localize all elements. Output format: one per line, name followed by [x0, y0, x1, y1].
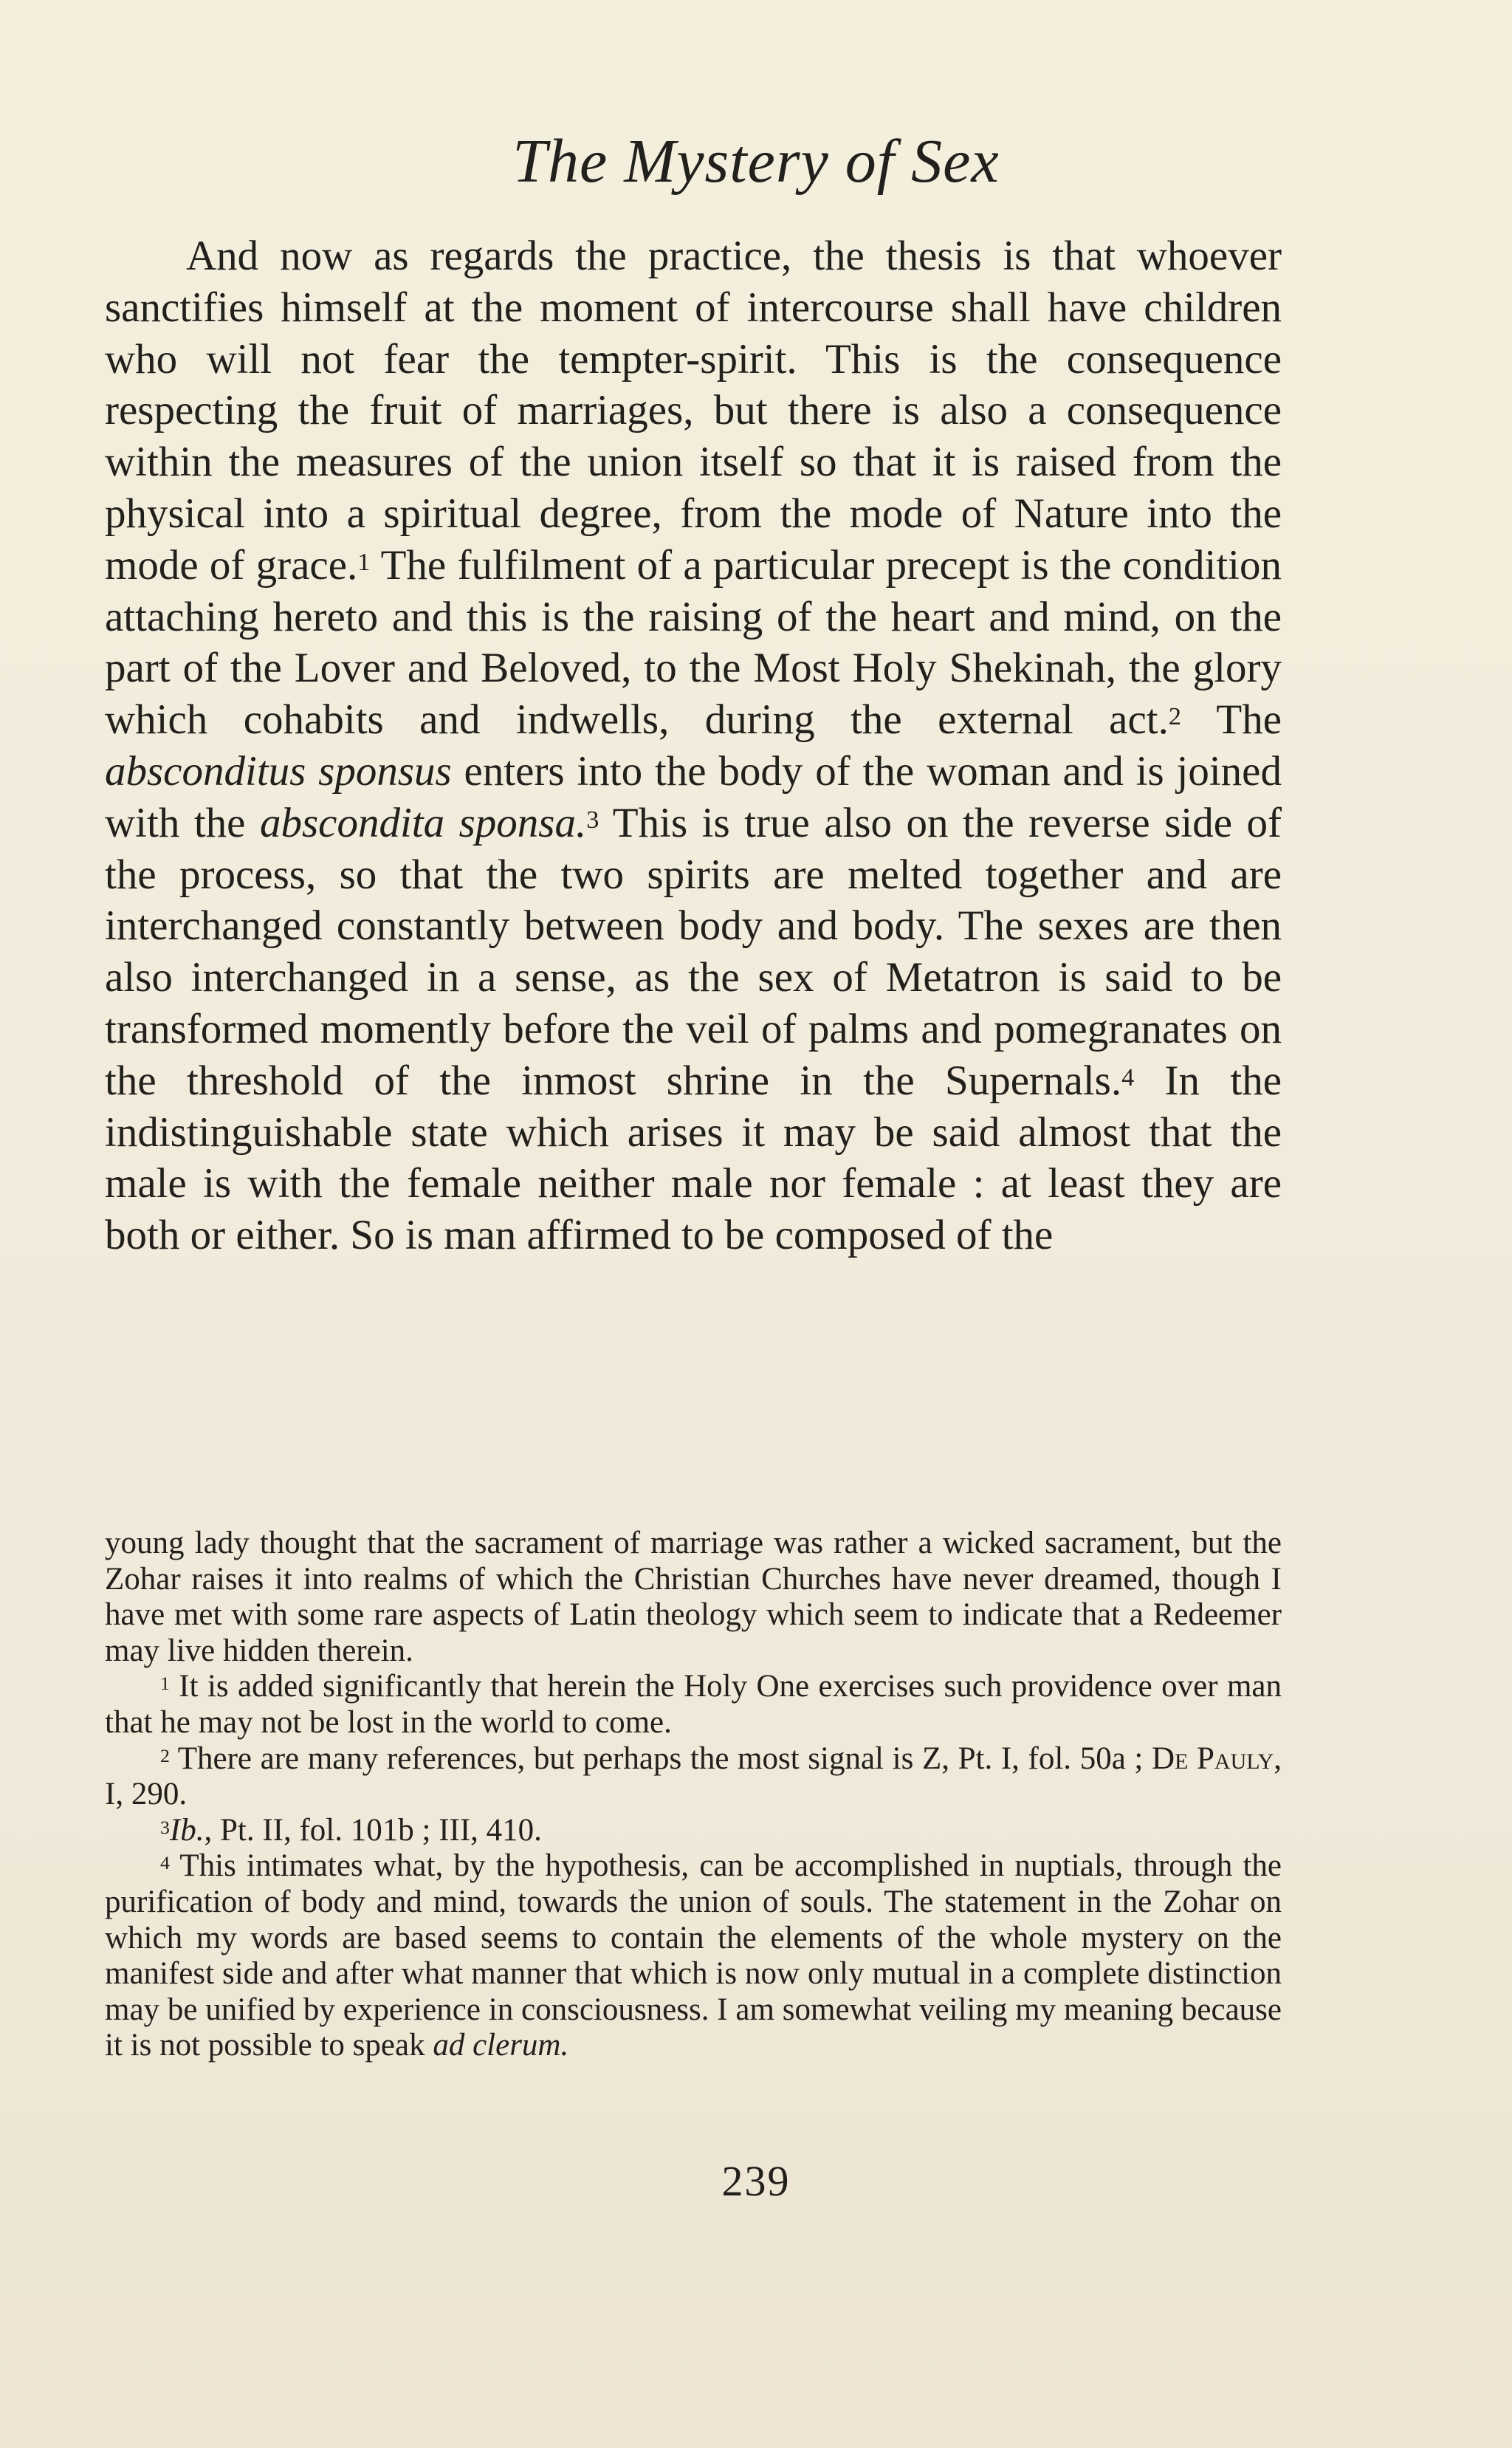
- footnote-2: [105, 1741, 1282, 1813]
- footnote-text: It is added significantly that herein the Holy One exercises such providence over man that he may not be lost in the world to come.: [105, 1669, 1282, 1740]
- footnote-ref-2: 2: [1168, 703, 1181, 731]
- body-paragraph: [105, 230, 1282, 1261]
- latin-term-sponsa: abscondita sponsa.: [259, 799, 587, 846]
- footnote-mark: 3: [160, 1816, 170, 1838]
- body-sentence-3a: The: [1181, 696, 1282, 744]
- footnote-text: This intimates what, by the hypothesis, can be accomplished in nuptials, through the purification of body and mind, towards the union of souls. The statement in the Zohar on which my words are based seems to contain the elements of the whole mystery on the manifest side and after what manner that which is now only mutual in a complete distinction may be unified by experience in consciousness. I am somewhat veiling my meaning because it is not possible to speak: [105, 1848, 1282, 2063]
- page-number: 239: [721, 2157, 791, 2205]
- body-sentence-5: In the indistinguishable state which arises it may be said almost that the male is with the female neither male nor female : at least they are both or either. So is man affirmed to be composed of the: [105, 1057, 1282, 1259]
- author-name: De Pauly: [1152, 1741, 1274, 1776]
- footnotes: [105, 1526, 1282, 2064]
- footnote-text: There are many references, but perhaps the most signal is Z, Pt. I, fol. 50a ;: [169, 1741, 1152, 1776]
- footnote-ref-1: 1: [357, 548, 371, 576]
- footnote-continuation: young lady thought that the sacrament of marriage was rather a wicked sacrament, but the Zohar raises it into realms of which the Christian Churches have never dreamed, though I have met with some rare aspects of Latin theology which seem to indicate that a Redeemer may live hidden therein.: [105, 1526, 1282, 1668]
- footnote-1: [105, 1669, 1282, 1741]
- footnote-mark: 1: [160, 1673, 170, 1695]
- ibid-abbrev: Ib.: [169, 1812, 205, 1848]
- body-sentence-1: And now as regards the practice, the thesis is that whoever sanctifies himself at the moment of intercourse shall have children who will not fear the tempter-spirit. This is the consequence respecting the fruit of marriages, but there is also a consequence within the measures of the union itself so that it is raised from the physical into a spiritual degree, from the mode of Nature into the mode of grace.: [105, 233, 1282, 589]
- footnote-ref-3: 3: [586, 806, 599, 834]
- footnote-mark: 4: [160, 1852, 170, 1874]
- latin-phrase: ad clerum.: [433, 2028, 569, 2063]
- footnote-ref-4: 4: [1121, 1063, 1135, 1091]
- body-sentence-3b: enters into the body of the woman and is joined with the: [105, 747, 1282, 846]
- footnote-text: , I, 290.: [105, 1741, 1282, 1812]
- body-sentence-4: This is true also on the reverse side of the process, so that the two spirits are melted together and are interchanged constantly between body and body. The sexes are then also interchanged in a sense, as the sex of Metatron is said to be transformed momently before the veil of palms and pomegranates on the threshold of the inmost shrine in the Supernals.: [105, 799, 1282, 1104]
- running-head: The Mystery of Sex: [512, 127, 1000, 196]
- latin-term-sponsus: absconditus sponsus: [105, 747, 452, 795]
- footnote-mark: 2: [160, 1744, 170, 1766]
- footnote-4: [105, 1848, 1282, 2064]
- body-sentence-2: The fulfilment of a particular precept is the condition attaching hereto and this is the raising of the heart and mind, on the part of the Lover and Beloved, to the Most Holy Shekinah, the glory which cohabits and indwells, during the external act.: [105, 541, 1282, 744]
- footnote-3: [105, 1813, 1282, 1849]
- footnote-text: , Pt. II, fol. 101b ; III, 410.: [204, 1812, 542, 1848]
